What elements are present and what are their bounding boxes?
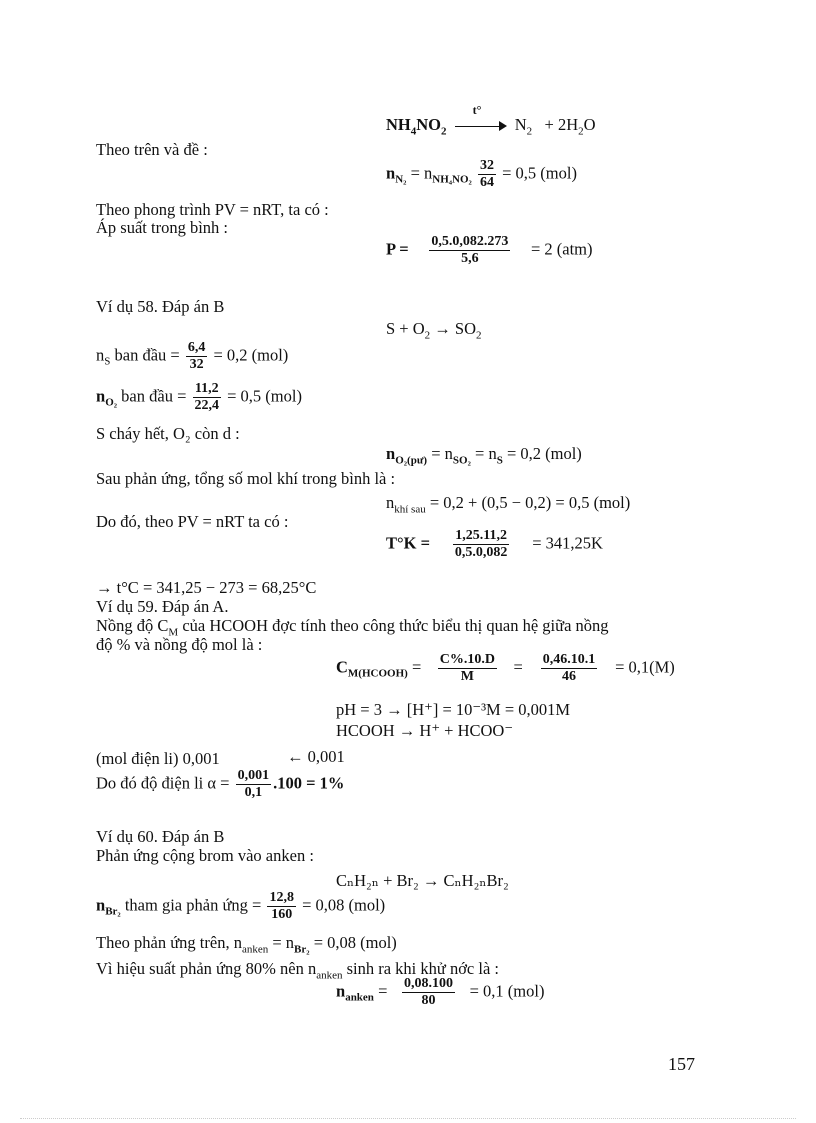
text-do-do: Do đó, theo PV = nRT ta có : bbox=[96, 512, 289, 531]
text-theo-phan-ung: Theo phản ứng trên, $n_{anken} = n_{Br_2} = 0,08$ (mol) bbox=[96, 933, 397, 956]
eq-hcooh-dissociation: HCOOH → H⁺ + HCOO⁻ bbox=[336, 721, 514, 740]
text-theo-phuong-trinh: Theo phong trình PV = nRT, ta có : bbox=[96, 200, 329, 219]
text-s-chay: S cháy hết, O₂ còn d : bbox=[96, 424, 240, 443]
text-phan-ung-cong: Phản ứng cộng brom vào anken : bbox=[96, 846, 314, 865]
footer-divider bbox=[20, 1118, 796, 1119]
text-nong-do-1: Nồng độ $C_M$ của HCOOH đợc tính theo công thức biểu thị quan hệ giữa nồng bbox=[96, 616, 609, 639]
eq-n-khi-sau: $n_{khí sau} = 0,2 + (0,5 - 0,2) = 0,5$ (mol) bbox=[386, 493, 631, 516]
eq-n-br2: $n_{Br_2}$ tham gia phản ứng = $\frac{12,8}{160}$ = 0,08 (mol) bbox=[96, 890, 386, 923]
page-number: 157 bbox=[668, 1054, 695, 1074]
eq-temperature-c: → t°C = 341,25 − 273 = 68,25°C bbox=[96, 578, 317, 597]
text-theo-tren: Theo trên và đề : bbox=[96, 140, 208, 159]
text-sau-phan-ung: Sau phản ứng, tổng số mol khí trong bình là : bbox=[96, 469, 396, 488]
eq-n-o2-pu: $n_{O_2(pư)} = n_{SO_2} = n_S = 0,2$ (mol) bbox=[386, 444, 582, 467]
eq-temperature-k: T°K = $\frac{1,25.11,2}{0,5.0,082}$ = 341,25K bbox=[386, 528, 603, 561]
heading-vd59: Ví dụ 59. Đáp án A. bbox=[96, 597, 229, 616]
eq-n-anken: $n_{anken}$ = $\frac{0,08.100}{80}$ = 0,1 (mol) bbox=[336, 976, 545, 1009]
eq-n-o2: $n_{O_2}$ ban đầu = $\frac{11,2}{22,4}$ = 0,5 (mol) bbox=[96, 381, 302, 414]
heading-vd60: Ví dụ 60. Đáp án B bbox=[96, 827, 225, 846]
reaction-nh4no2: $NH_4NO_2$ t° $N_2$ + $2H_2O$ bbox=[386, 103, 596, 138]
eq-n-s: $n_S$ ban đầu = $\frac{6,4}{32}$ = 0,2 (mol) bbox=[96, 340, 289, 373]
text-nong-do-2: độ % và nồng độ mol là : bbox=[96, 635, 263, 654]
text-mol-dien-li-rhs: ← 0,001 bbox=[287, 747, 345, 766]
heading-vd58: Ví dụ 58. Đáp án B bbox=[96, 297, 225, 316]
text-mol-dien-li: (mol điện li) 0,001 bbox=[96, 749, 220, 768]
eq-n-n2: $n_{N_2} = n_{NH_4NO_2}$ $\frac{32}{64}$ = 0,5 (mol) bbox=[386, 158, 577, 191]
eq-alpha: Do đó độ điện li α = $\frac{0,001}{0,1}$ .100 = 1% bbox=[96, 768, 345, 801]
eq-cm-hcooh: $C_{M(HCOOH)}$ = $\frac{C\%.10.D}{M}$ = $\frac{0,46.10.1}{46}$ = 0,1(M) bbox=[336, 652, 675, 685]
eq-bromination: CₙH₂ₙ + Br₂ → CₙH₂ₙBr₂ bbox=[336, 871, 509, 890]
reaction-s-o2: $S + O_2 \to SO_2$ bbox=[386, 319, 482, 342]
reaction-arrow-icon: t° bbox=[455, 120, 507, 132]
text-vi-hieu-suat: Vì hiệu suất phản ứng 80% nên $n_{anken}$ sinh ra khi khử nớc là : bbox=[96, 959, 499, 982]
eq-ph: pH = 3 → [H⁺] = 10⁻³M = 0,001M bbox=[336, 700, 571, 719]
text-ap-suat: Áp suất trong bình : bbox=[96, 218, 228, 237]
eq-pressure: P = $\frac{0,5.0,082.273}{5,6}$ = 2 (atm) bbox=[386, 234, 593, 267]
